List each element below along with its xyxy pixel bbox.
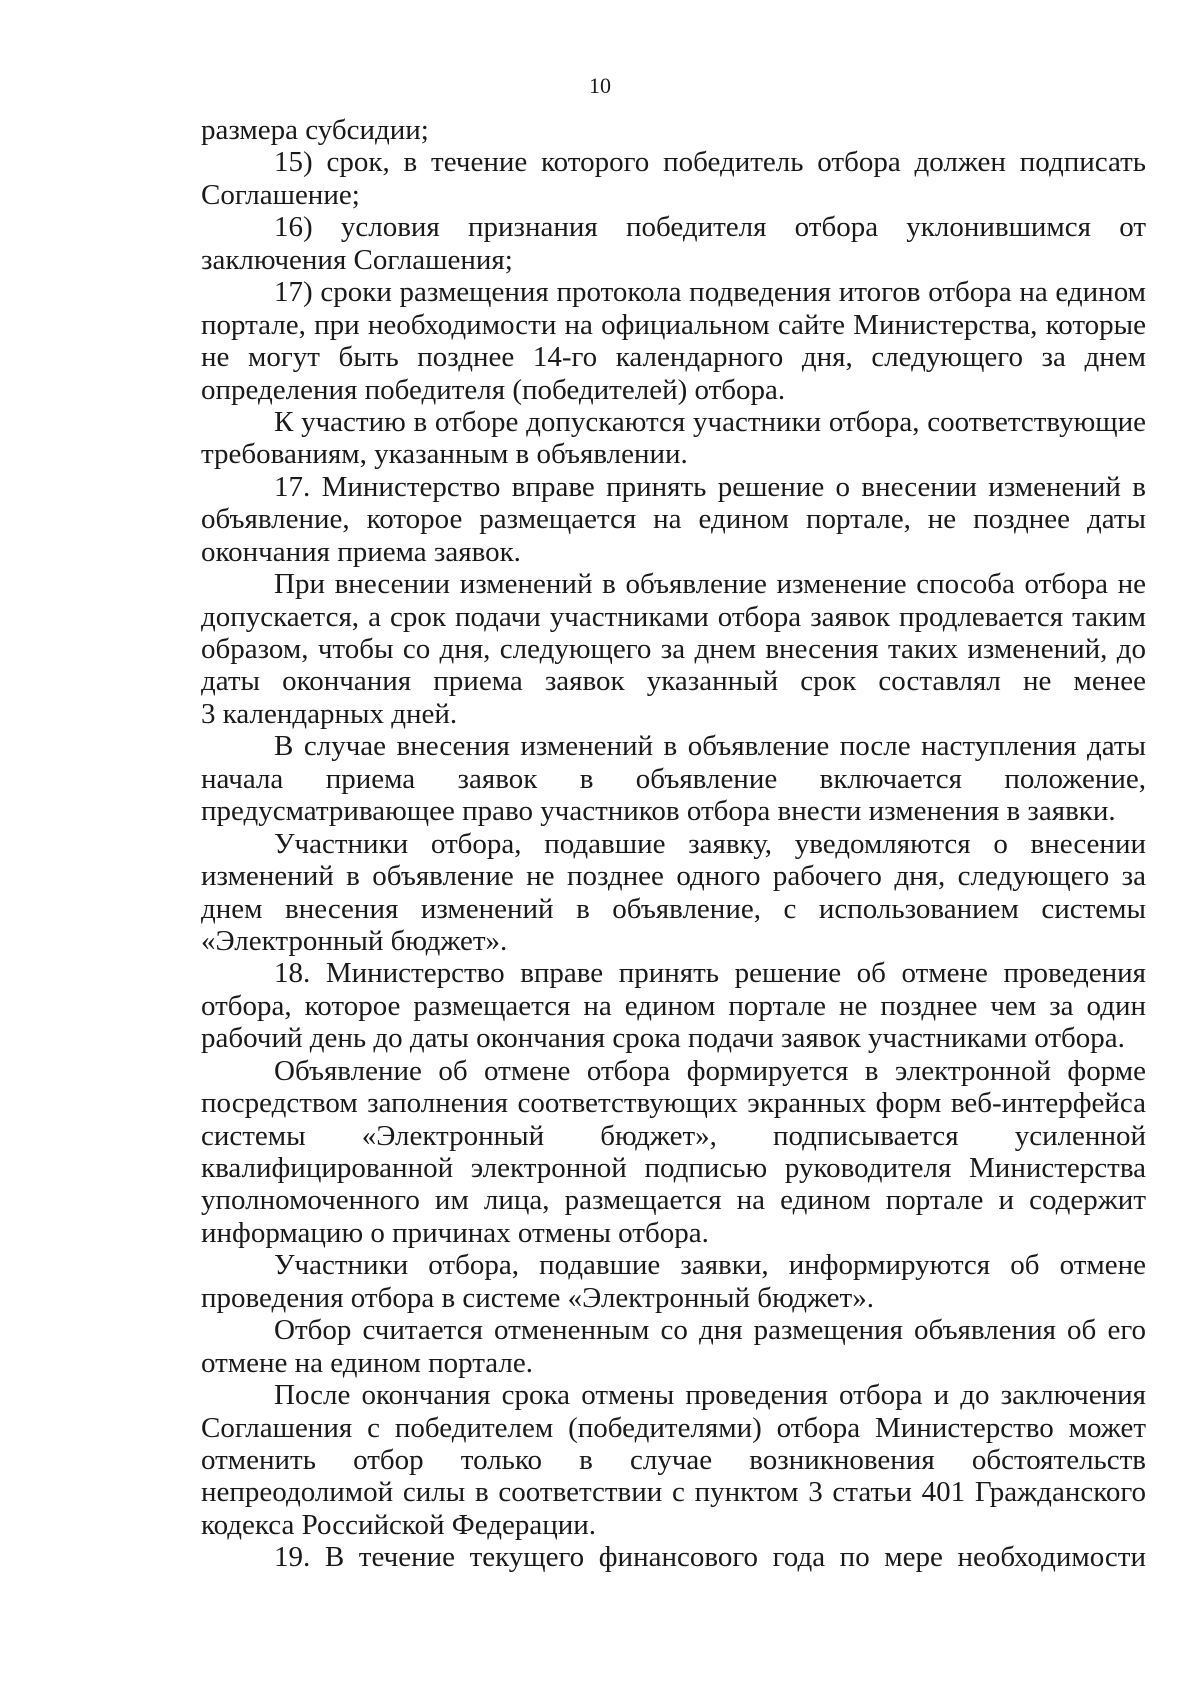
paragraph xyxy=(201,1249,1146,1314)
paragraph xyxy=(201,114,1146,146)
paragraph xyxy=(201,406,1146,471)
text-line: 3 календарных дней. xyxy=(201,697,458,730)
text-line: даты окончания приема заявок указанный срок составлял не менее xyxy=(201,665,1146,698)
text-line: объявление, которое размещается на едином портале, не позднее даты xyxy=(201,503,1146,536)
text-line: 18. Министерство вправе принять решение об отмене проведения xyxy=(274,957,1146,990)
text-line: При внесении изменений в объявление изменение способа отбора не xyxy=(274,568,1146,601)
text-line: проведения отбора в системе «Электронный бюджет». xyxy=(201,1281,874,1314)
paragraph xyxy=(201,568,1146,730)
paragraph xyxy=(201,957,1146,1054)
text-line: квалифицированной электронной подписью руководителя Министерства xyxy=(201,1152,1146,1184)
text-line: Соглашение; xyxy=(201,178,360,211)
text-line: отменить отбор только в случае возникновения обстоятельств xyxy=(201,1443,1146,1476)
text-line: размера субсидии; xyxy=(201,114,429,146)
text-line: днем внесения изменений в объявление, с использованием системы xyxy=(201,892,1146,925)
text-line: определения победителя (победителей) отбора. xyxy=(201,373,786,406)
text-line: заключения Соглашения; xyxy=(201,243,513,276)
paragraph xyxy=(201,1055,1146,1250)
text-line: начала приема заявок в объявление включается положение, xyxy=(201,762,1146,795)
text-line: Объявление об отмене отбора формируется в электронной форме xyxy=(274,1054,1146,1087)
text-line: отбора, которое размещается на едином портале не позднее чем за один xyxy=(201,989,1146,1022)
paragraph xyxy=(201,730,1146,827)
paragraph xyxy=(201,471,1146,568)
text-line: 17) сроки размещения протокола подведения итогов отбора на едином xyxy=(274,276,1146,309)
text-line: 19. В течение текущего финансового года по мере необходимости xyxy=(274,1541,1146,1574)
text-line: Участники отбора, подавшие заявку, уведомляются о внесении xyxy=(274,827,1146,860)
text-line: допускается, а срок подачи участниками отбора заявок продлевается таким xyxy=(201,600,1146,633)
page-number: 10 xyxy=(589,73,611,98)
text-line: изменений в объявление не позднее одного рабочего дня, следующего за xyxy=(201,860,1146,893)
text-line: образом, чтобы со дня, следующего за днем внесения таких изменений, до xyxy=(201,633,1146,665)
text-line: «Электронный бюджет». xyxy=(201,924,508,957)
text-line: уполномоченного им лица, размещается на едином портале и содержит xyxy=(201,1184,1146,1217)
text-line: требованиям, указанным в объявлении. xyxy=(201,438,688,471)
text-line: отмене на едином портале. xyxy=(201,1346,534,1379)
document-body xyxy=(201,114,1146,1574)
text-line: окончания приема заявок. xyxy=(201,535,521,568)
text-line: кодекса Российской Федерации. xyxy=(201,1508,596,1541)
text-line: После окончания срока отмены проведения отбора и до заключения xyxy=(274,1379,1146,1412)
text-line: рабочий день до даты окончания срока подачи заявок участниками отбора. xyxy=(201,1022,1125,1055)
paragraph xyxy=(201,211,1146,276)
text-line: Соглашения с победителем (победителями) отбора Министерство может xyxy=(201,1411,1146,1444)
paragraph xyxy=(201,828,1146,958)
paragraph xyxy=(201,146,1146,211)
paragraph xyxy=(201,276,1146,406)
text-line: 17. Министерство вправе принять решение о внесении изменений в xyxy=(274,470,1146,503)
text-line: посредством заполнения соответствующих экранных форм веб-интерфейса xyxy=(201,1087,1146,1120)
text-line: системы «Электронный бюджет», подписывается усиленной xyxy=(201,1119,1146,1152)
text-line: Отбор считается отмененным со дня размещения объявления об его xyxy=(274,1314,1146,1347)
paragraph xyxy=(201,1379,1146,1541)
text-line: портале, при необходимости на официальном сайте Министерства, которые xyxy=(201,308,1146,341)
text-line: 15) срок, в течение которого победитель отбора должен подписать xyxy=(274,146,1146,179)
text-line: 16) условия признания победителя отбора уклонившимся от xyxy=(274,211,1146,244)
text-line: информацию о причинах отмены отбора. xyxy=(201,1216,709,1249)
paragraph xyxy=(201,1314,1146,1379)
paragraph xyxy=(201,1541,1146,1573)
text-line: К участию в отборе допускаются участники отбора, соответствующие xyxy=(274,405,1146,438)
text-line: не могут быть позднее 14-го календарного дня, следующего за днем xyxy=(201,341,1146,374)
text-line: непреодолимой силы в соответствии с пунктом 3 статьи 401 Гражданского xyxy=(201,1476,1146,1509)
text-line: предусматривающее право участников отбора внести изменения в заявки. xyxy=(201,795,1116,828)
text-line: В случае внесения изменений в объявление после наступления даты xyxy=(274,730,1146,763)
text-line: Участники отбора, подавшие заявки, информируются об отмене xyxy=(274,1249,1146,1282)
